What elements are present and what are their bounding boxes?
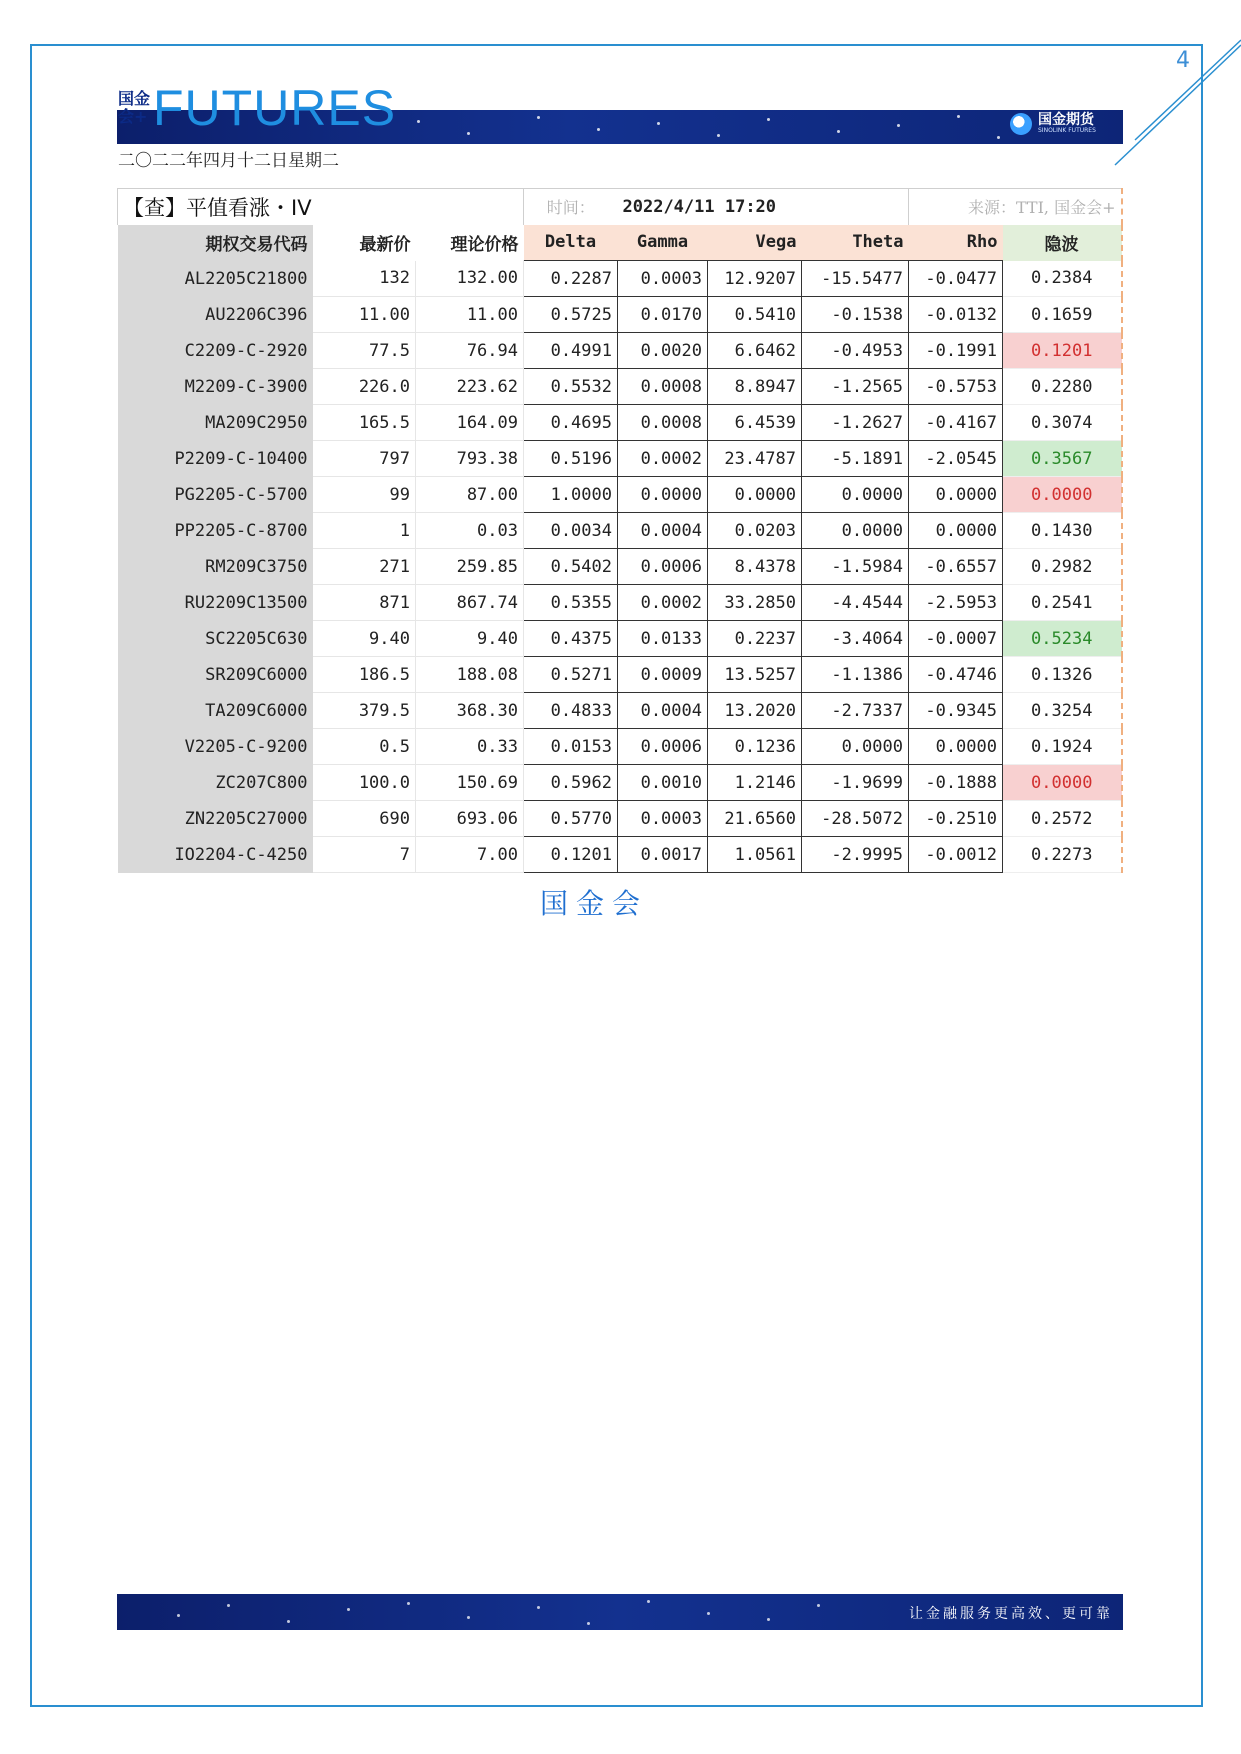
cell-delta: 0.4695 [524, 405, 618, 441]
cell-theta: -1.2627 [802, 405, 909, 441]
table-row [118, 297, 1122, 333]
cell-last-price: 99 [313, 477, 416, 513]
banner-star [957, 115, 960, 118]
cell-last-price: 0.5 [313, 729, 416, 765]
brand-logo-icon [1010, 113, 1032, 135]
cell-gamma: 0.0004 [618, 693, 708, 729]
header-code: 期权交易代码 [118, 225, 313, 261]
cell-gamma: 0.0008 [618, 369, 708, 405]
cell-rho: -0.0007 [909, 621, 1003, 657]
cell-implied-vol: 0.1430 [1003, 513, 1122, 549]
cell-theory-price: 76.94 [416, 333, 524, 369]
cell-rho: -2.0545 [909, 441, 1003, 477]
cell-implied-vol: 0.2572 [1003, 801, 1122, 837]
cell-gamma: 0.0020 [618, 333, 708, 369]
cell-vega: 0.0000 [708, 477, 802, 513]
cell-option-code: SC2205C630 [118, 621, 313, 657]
cell-last-price: 9.40 [313, 621, 416, 657]
banner-star [817, 1604, 820, 1607]
logo-futures: FUTURES [153, 80, 397, 136]
cell-theory-price: 693.06 [416, 801, 524, 837]
brand-name: 国金期货 [1038, 112, 1094, 128]
page-number: 4 [1176, 48, 1190, 73]
cell-vega: 1.2146 [708, 765, 802, 801]
time-label: 时间： [524, 189, 618, 225]
cell-theory-price: 164.09 [416, 405, 524, 441]
cell-last-price: 165.5 [313, 405, 416, 441]
cell-delta: 0.0034 [524, 513, 618, 549]
cell-theory-price: 188.08 [416, 657, 524, 693]
cell-implied-vol: 0.3254 [1003, 693, 1122, 729]
brand-name-sub: SINOLINK FUTURES [1038, 127, 1096, 134]
cell-option-code: PP2205-C-8700 [118, 513, 313, 549]
cell-vega: 12.9207 [708, 261, 802, 297]
cell-last-price: 690 [313, 801, 416, 837]
cell-option-code: RM209C3750 [118, 549, 313, 585]
table-row [118, 657, 1122, 693]
cell-gamma: 0.0003 [618, 261, 708, 297]
table-row [118, 369, 1122, 405]
cell-theta: -0.1538 [802, 297, 909, 333]
cell-theta: -2.7337 [802, 693, 909, 729]
banner-star [537, 116, 540, 119]
cell-implied-vol: 0.1326 [1003, 657, 1122, 693]
cell-gamma: 0.0006 [618, 729, 708, 765]
banner-star [227, 1604, 230, 1607]
cell-option-code: M2209-C-3900 [118, 369, 313, 405]
cell-gamma: 0.0010 [618, 765, 708, 801]
table-row [118, 693, 1122, 729]
banner-star [347, 1608, 350, 1611]
cell-rho: -0.4746 [909, 657, 1003, 693]
cell-rho: -0.5753 [909, 369, 1003, 405]
table-row [118, 513, 1122, 549]
cell-option-code: ZC207C800 [118, 765, 313, 801]
cell-option-code: V2205-C-9200 [118, 729, 313, 765]
cell-rho: -0.2510 [909, 801, 1003, 837]
cell-rho: -0.0012 [909, 837, 1003, 873]
cell-vega: 33.2850 [708, 585, 802, 621]
logo-cn: 国金会+ [118, 89, 151, 126]
cell-implied-vol: 0.3074 [1003, 405, 1122, 441]
iv-table [117, 188, 1123, 873]
cell-theory-price: 368.30 [416, 693, 524, 729]
cell-option-code: AU2206C396 [118, 297, 313, 333]
cell-theory-price: 87.00 [416, 477, 524, 513]
cell-theory-price: 9.40 [416, 621, 524, 657]
cell-vega: 13.5257 [708, 657, 802, 693]
cell-vega: 21.6560 [708, 801, 802, 837]
cell-last-price: 871 [313, 585, 416, 621]
cell-implied-vol: 0.1659 [1003, 297, 1122, 333]
table-row [118, 441, 1122, 477]
banner-star [997, 136, 1000, 139]
cell-option-code: AL2205C21800 [118, 261, 313, 297]
cell-implied-vol: 0.0000 [1003, 765, 1122, 801]
cell-vega: 0.2237 [708, 621, 802, 657]
cell-gamma: 0.0008 [618, 405, 708, 441]
cell-delta: 0.0153 [524, 729, 618, 765]
cell-theory-price: 0.03 [416, 513, 524, 549]
cell-theta: -4.4544 [802, 585, 909, 621]
cell-option-code: PG2205-C-5700 [118, 477, 313, 513]
banner-star [287, 1620, 290, 1623]
cell-implied-vol: 0.2541 [1003, 585, 1122, 621]
table-row [118, 837, 1122, 873]
cell-implied-vol: 0.1201 [1003, 333, 1122, 369]
cell-last-price: 797 [313, 441, 416, 477]
banner-star [417, 120, 420, 123]
banner-star [407, 1602, 410, 1605]
header-theta: Theta [802, 225, 909, 261]
cell-delta: 0.5196 [524, 441, 618, 477]
brand-logo [1010, 113, 1096, 135]
cell-implied-vol: 0.2273 [1003, 837, 1122, 873]
cell-gamma: 0.0006 [618, 549, 708, 585]
cell-rho: -0.9345 [909, 693, 1003, 729]
banner-star [717, 134, 720, 137]
cell-theory-price: 7.00 [416, 837, 524, 873]
cell-rho: 0.0000 [909, 477, 1003, 513]
table-title-row [118, 189, 1122, 225]
cell-implied-vol: 0.3567 [1003, 441, 1122, 477]
cell-vega: 0.0203 [708, 513, 802, 549]
cell-rho: -0.0132 [909, 297, 1003, 333]
cell-theory-price: 867.74 [416, 585, 524, 621]
cell-gamma: 0.0004 [618, 513, 708, 549]
cell-theory-price: 223.62 [416, 369, 524, 405]
cell-option-code: IO2204-C-4250 [118, 837, 313, 873]
cell-gamma: 0.0133 [618, 621, 708, 657]
cell-delta: 0.5402 [524, 549, 618, 585]
footer-slogan: 让金融服务更高效、更可靠 [909, 1606, 1113, 1622]
cell-theta: -15.5477 [802, 261, 909, 297]
cell-vega: 23.4787 [708, 441, 802, 477]
table-header-row [118, 225, 1122, 261]
cell-theta: -1.5984 [802, 549, 909, 585]
cell-rho: -0.1888 [909, 765, 1003, 801]
cell-delta: 1.0000 [524, 477, 618, 513]
cell-gamma: 0.0000 [618, 477, 708, 513]
cell-delta: 0.5962 [524, 765, 618, 801]
cell-theory-price: 11.00 [416, 297, 524, 333]
table-row [118, 765, 1122, 801]
cell-vega: 0.1236 [708, 729, 802, 765]
cell-rho: 0.0000 [909, 513, 1003, 549]
cell-last-price: 186.5 [313, 657, 416, 693]
cell-delta: 0.4833 [524, 693, 618, 729]
cell-gamma: 0.0170 [618, 297, 708, 333]
cell-last-price: 226.0 [313, 369, 416, 405]
report-date: 二〇二二年四月十二日星期二 [118, 151, 339, 171]
banner-star [767, 118, 770, 121]
header-theory-price: 理论价格 [416, 225, 524, 261]
banner-star [537, 1606, 540, 1609]
table-row [118, 621, 1122, 657]
banner-star [767, 1618, 770, 1621]
table-row [118, 261, 1122, 297]
partial-text: 国金会 [540, 887, 649, 920]
cell-rho: -2.5953 [909, 585, 1003, 621]
table-title: 【查】平值看涨・IV [118, 189, 524, 225]
cell-last-price: 1 [313, 513, 416, 549]
cell-vega: 8.4378 [708, 549, 802, 585]
table-row [118, 333, 1122, 369]
cell-vega: 0.5410 [708, 297, 802, 333]
cell-delta: 0.4375 [524, 621, 618, 657]
cell-vega: 6.4539 [708, 405, 802, 441]
cell-rho: -0.0477 [909, 261, 1003, 297]
cell-option-code: TA209C6000 [118, 693, 313, 729]
banner-star [647, 1600, 650, 1603]
cell-implied-vol: 0.0000 [1003, 477, 1122, 513]
cell-option-code: MA209C2950 [118, 405, 313, 441]
cell-delta: 0.4991 [524, 333, 618, 369]
cell-last-price: 7 [313, 837, 416, 873]
cell-option-code: ZN2205C27000 [118, 801, 313, 837]
banner-star [467, 1616, 470, 1619]
cell-theta: -2.9995 [802, 837, 909, 873]
banner-star [897, 124, 900, 127]
cell-gamma: 0.0017 [618, 837, 708, 873]
banner-star [657, 122, 660, 125]
banner-star [597, 128, 600, 131]
cell-last-price: 271 [313, 549, 416, 585]
cell-vega: 6.6462 [708, 333, 802, 369]
cell-vega: 8.8947 [708, 369, 802, 405]
table-row [118, 405, 1122, 441]
cell-theta: 0.0000 [802, 729, 909, 765]
cell-theta: -1.9699 [802, 765, 909, 801]
header-iv: 隐波 [1003, 225, 1122, 261]
cell-theta: 0.0000 [802, 513, 909, 549]
cell-vega: 1.0561 [708, 837, 802, 873]
cell-rho: 0.0000 [909, 729, 1003, 765]
cell-last-price: 11.00 [313, 297, 416, 333]
banner-star [467, 132, 470, 135]
cell-implied-vol: 0.2982 [1003, 549, 1122, 585]
source-label: 来源：TTI, 国金会+ [909, 189, 1122, 225]
cell-theory-price: 132.00 [416, 261, 524, 297]
table-row [118, 801, 1122, 837]
cell-theta: -5.1891 [802, 441, 909, 477]
cell-theta: -28.5072 [802, 801, 909, 837]
cell-theta: -1.1386 [802, 657, 909, 693]
cell-delta: 0.1201 [524, 837, 618, 873]
cell-delta: 0.5770 [524, 801, 618, 837]
table-body [118, 261, 1122, 873]
table-row [118, 549, 1122, 585]
cell-option-code: RU2209C13500 [118, 585, 313, 621]
cell-implied-vol: 0.1924 [1003, 729, 1122, 765]
cell-delta: 0.5532 [524, 369, 618, 405]
cell-rho: -0.6557 [909, 549, 1003, 585]
banner-star [587, 1622, 590, 1625]
banner-star [707, 1612, 710, 1615]
cell-vega: 13.2020 [708, 693, 802, 729]
cell-theta: 0.0000 [802, 477, 909, 513]
cell-implied-vol: 0.5234 [1003, 621, 1122, 657]
cell-last-price: 100.0 [313, 765, 416, 801]
table-row [118, 477, 1122, 513]
cell-theory-price: 259.85 [416, 549, 524, 585]
cell-theta: -3.4064 [802, 621, 909, 657]
cell-delta: 0.5271 [524, 657, 618, 693]
cell-gamma: 0.0009 [618, 657, 708, 693]
cell-gamma: 0.0003 [618, 801, 708, 837]
cell-theory-price: 793.38 [416, 441, 524, 477]
banner-star [177, 1614, 180, 1617]
time-value: 2022/4/11 17:20 [618, 189, 909, 225]
cell-last-price: 77.5 [313, 333, 416, 369]
cell-delta: 0.2287 [524, 261, 618, 297]
cell-option-code: C2209-C-2920 [118, 333, 313, 369]
cell-theta: -1.2565 [802, 369, 909, 405]
cell-implied-vol: 0.2384 [1003, 261, 1122, 297]
table-row [118, 729, 1122, 765]
cell-delta: 0.5725 [524, 297, 618, 333]
cell-theory-price: 150.69 [416, 765, 524, 801]
cell-rho: -0.1991 [909, 333, 1003, 369]
header-rho: Rho [909, 225, 1003, 261]
header-gamma: Gamma [618, 225, 708, 261]
banner-star [837, 130, 840, 133]
footer-banner [117, 1594, 1123, 1630]
cell-delta: 0.5355 [524, 585, 618, 621]
cell-rho: -0.4167 [909, 405, 1003, 441]
header-vega: Vega [708, 225, 802, 261]
cell-option-code: SR209C6000 [118, 657, 313, 693]
header-last-price: 最新价 [313, 225, 416, 261]
header-delta: Delta [524, 225, 618, 261]
cell-theory-price: 0.33 [416, 729, 524, 765]
cell-option-code: P2209-C-10400 [118, 441, 313, 477]
cell-gamma: 0.0002 [618, 585, 708, 621]
cell-implied-vol: 0.2280 [1003, 369, 1122, 405]
table-row [118, 585, 1122, 621]
cell-last-price: 132 [313, 261, 416, 297]
cell-last-price: 379.5 [313, 693, 416, 729]
cell-gamma: 0.0002 [618, 441, 708, 477]
cell-theta: -0.4953 [802, 333, 909, 369]
